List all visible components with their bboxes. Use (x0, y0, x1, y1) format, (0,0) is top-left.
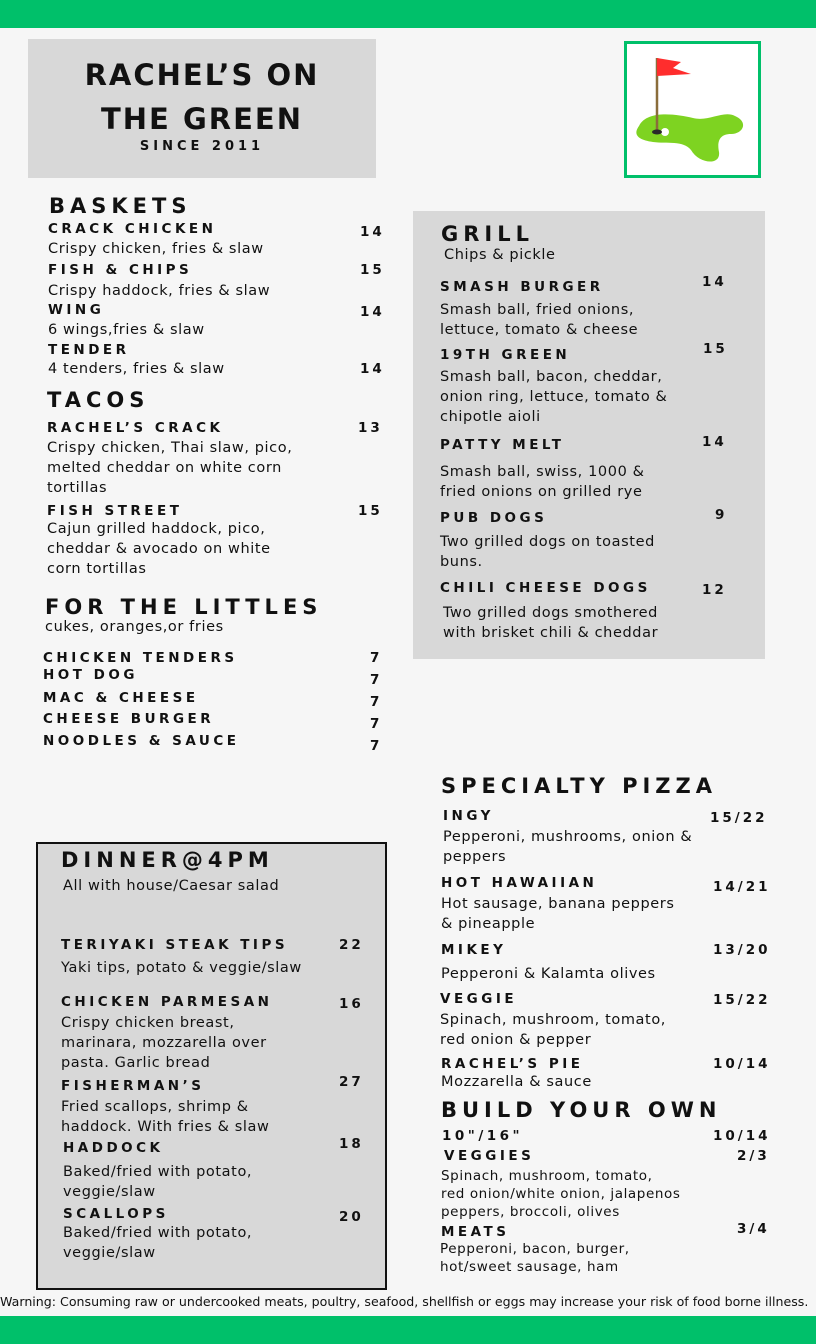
grill-item-price: 14 (702, 274, 727, 290)
baskets-heading: BASKETS (49, 194, 192, 218)
dinner-item-desc: Fried scallops, shrimp & haddock. With fries & slaw (61, 1099, 270, 1135)
grill-item-name: 19TH GREEN (440, 347, 571, 363)
grill-item-desc: Two grilled dogs on toasted buns. (440, 534, 655, 570)
taco-item-name: RACHEL’S CRACK (47, 420, 224, 436)
build-meats-label: MEATS (441, 1224, 510, 1240)
dinner-item-name: HADDOCK (63, 1140, 164, 1156)
grill-item-price: 15 (703, 341, 728, 357)
dinner-item-price: 27 (339, 1074, 364, 1090)
pizza-item-desc: Hot sausage, banana peppers & pineapple (441, 896, 675, 932)
grill-item-desc: Smash ball, swiss, 1000 & fried onions on grilled rye (440, 464, 645, 500)
build-meats-price: 3/4 (737, 1221, 770, 1237)
dinner-item-desc: Baked/fried with potato, veggie/slaw (63, 1225, 253, 1261)
dinner-heading: DINNER@4PM (61, 848, 274, 872)
dinner-item-desc: Crispy chicken breast, marinara, mozzarella over pasta. Garlic bread (61, 1015, 267, 1071)
littles-item-name: HOT DOG (43, 667, 138, 683)
basket-item-name: TENDER (48, 342, 130, 358)
restaurant-name-line1: RACHEL’S ON (84, 58, 320, 92)
pizza-item-price: 15/22 (713, 992, 771, 1008)
restaurant-name-line2: THE GREEN (101, 102, 303, 136)
restaurant-title-box (28, 39, 376, 178)
grill-item-price: 9 (715, 507, 728, 523)
bottom-green-bar (0, 1316, 816, 1344)
build-veggies-price: 2/3 (737, 1148, 770, 1164)
golf-flag-green-icon (624, 41, 761, 178)
littles-item-price: 7 (370, 694, 383, 710)
taco-item-price: 13 (358, 420, 383, 436)
taco-item-price: 15 (358, 503, 383, 519)
basket-item-name: FISH & CHIPS (48, 262, 193, 278)
dinner-subtitle: All with house/Caesar salad (63, 878, 280, 894)
dinner-item-name: TERIYAKI STEAK TIPS (61, 937, 289, 953)
pizza-item-desc: Mozzarella & sauce (441, 1074, 592, 1090)
grill-item-price: 12 (702, 582, 727, 598)
pizza-item-price: 15/22 (710, 810, 768, 826)
taco-item-desc: Crispy chicken, Thai slaw, pico, melted cheddar on white corn tortillas (47, 440, 293, 496)
grill-item-name: PUB DOGS (440, 510, 548, 526)
taco-item-desc: Cajun grilled haddock, pico, cheddar & avocado on white corn tortillas (47, 521, 271, 577)
dinner-item-price: 16 (339, 996, 364, 1012)
basket-item-name: CRACK CHICKEN (48, 221, 217, 237)
build-veggies-label: VEGGIES (444, 1148, 535, 1164)
pizza-item-name: MIKEY (441, 942, 507, 958)
pizza-item-desc: Pepperoni, mushrooms, onion & peppers (443, 829, 693, 865)
dinner-item-price: 20 (339, 1209, 364, 1225)
taco-item-name: FISH STREET (47, 503, 183, 519)
littles-subtitle: cukes, oranges,or fries (45, 619, 224, 635)
dinner-item-name: SCALLOPS (63, 1206, 169, 1222)
dinner-item-name: CHICKEN PARMESAN (61, 994, 273, 1010)
dinner-item-name: FISHERMAN’S (61, 1078, 205, 1094)
build-size-price: 10/14 (713, 1128, 771, 1144)
pizza-item-price: 13/20 (713, 942, 771, 958)
littles-item-price: 7 (370, 738, 383, 754)
littles-heading: FOR THE LITTLES (45, 595, 323, 619)
basket-item-price: 14 (360, 224, 385, 240)
pizza-item-name: VEGGIE (440, 991, 518, 1007)
littles-item-name: NOODLES & SAUCE (43, 733, 240, 749)
grill-item-name: PATTY MELT (440, 437, 565, 453)
pizza-item-name: HOT HAWAIIAN (441, 875, 598, 891)
pizza-item-price: 10/14 (713, 1056, 771, 1072)
pizza-item-name: RACHEL’S PIE (441, 1056, 584, 1072)
grill-subtitle: Chips & pickle (444, 247, 556, 263)
littles-item-price: 7 (370, 716, 383, 732)
basket-item-price: 15 (360, 262, 385, 278)
dinner-item-desc: Yaki tips, potato & veggie/slaw (61, 960, 302, 976)
grill-item-desc: Smash ball, bacon, cheddar, onion ring, lettuce, tomato & chipotle aioli (440, 369, 668, 425)
build-size-label: 10"/16" (442, 1128, 524, 1144)
grill-heading: GRILL (441, 222, 534, 246)
top-green-bar (0, 0, 816, 28)
food-safety-warning: Warning: Consuming raw or undercooked meats, poultry, seafood, shellfish or eggs may increase your risk of food borne illness. (0, 1294, 809, 1309)
pizza-heading: SPECIALTY PIZZA (441, 774, 717, 798)
littles-item-name: CHEESE BURGER (43, 711, 215, 727)
basket-item-price: 14 (360, 304, 385, 320)
pizza-item-desc: Pepperoni & Kalamta olives (441, 966, 656, 982)
build-veggies-desc: Spinach, mushroom, tomato, red onion/white onion, jalapenos peppers, broccoli, olives (441, 1168, 681, 1220)
grill-item-desc: Smash ball, fried onions, lettuce, tomato & cheese (440, 302, 639, 338)
build-your-own-heading: BUILD YOUR OWN (441, 1098, 722, 1122)
since-label: SINCE 2011 (139, 139, 265, 154)
pizza-item-desc: Spinach, mushroom, tomato, red onion & pepper (440, 1012, 667, 1048)
basket-item-desc: 6 wings,fries & slaw (48, 322, 205, 338)
littles-item-name: CHICKEN TENDERS (43, 650, 238, 666)
grill-item-price: 14 (702, 434, 727, 450)
pizza-item-name: INGY (443, 808, 494, 824)
grill-item-desc: Two grilled dogs smothered with brisket chili & cheddar (443, 605, 659, 641)
dinner-item-price: 22 (339, 937, 364, 953)
littles-item-price: 7 (370, 650, 383, 666)
littles-item-name: MAC & CHEESE (43, 690, 199, 706)
grill-item-name: CHILI CHEESE DOGS (440, 580, 651, 596)
basket-item-desc: 4 tenders, fries & slaw (48, 361, 225, 377)
dinner-item-price: 18 (339, 1136, 364, 1152)
basket-item-name: WING (48, 302, 105, 318)
littles-item-price: 7 (370, 672, 383, 688)
grill-item-name: SMASH BURGER (440, 279, 604, 295)
basket-item-desc: Crispy chicken, fries & slaw (48, 241, 264, 257)
dinner-item-desc: Baked/fried with potato, veggie/slaw (63, 1164, 253, 1200)
build-meats-desc: Pepperoni, bacon, burger, hot/sweet sausage, ham (440, 1241, 630, 1275)
tacos-heading: TACOS (47, 388, 150, 412)
basket-item-desc: Crispy haddock, fries & slaw (48, 283, 271, 299)
basket-item-price: 14 (360, 361, 385, 377)
pizza-item-price: 14/21 (713, 879, 771, 895)
